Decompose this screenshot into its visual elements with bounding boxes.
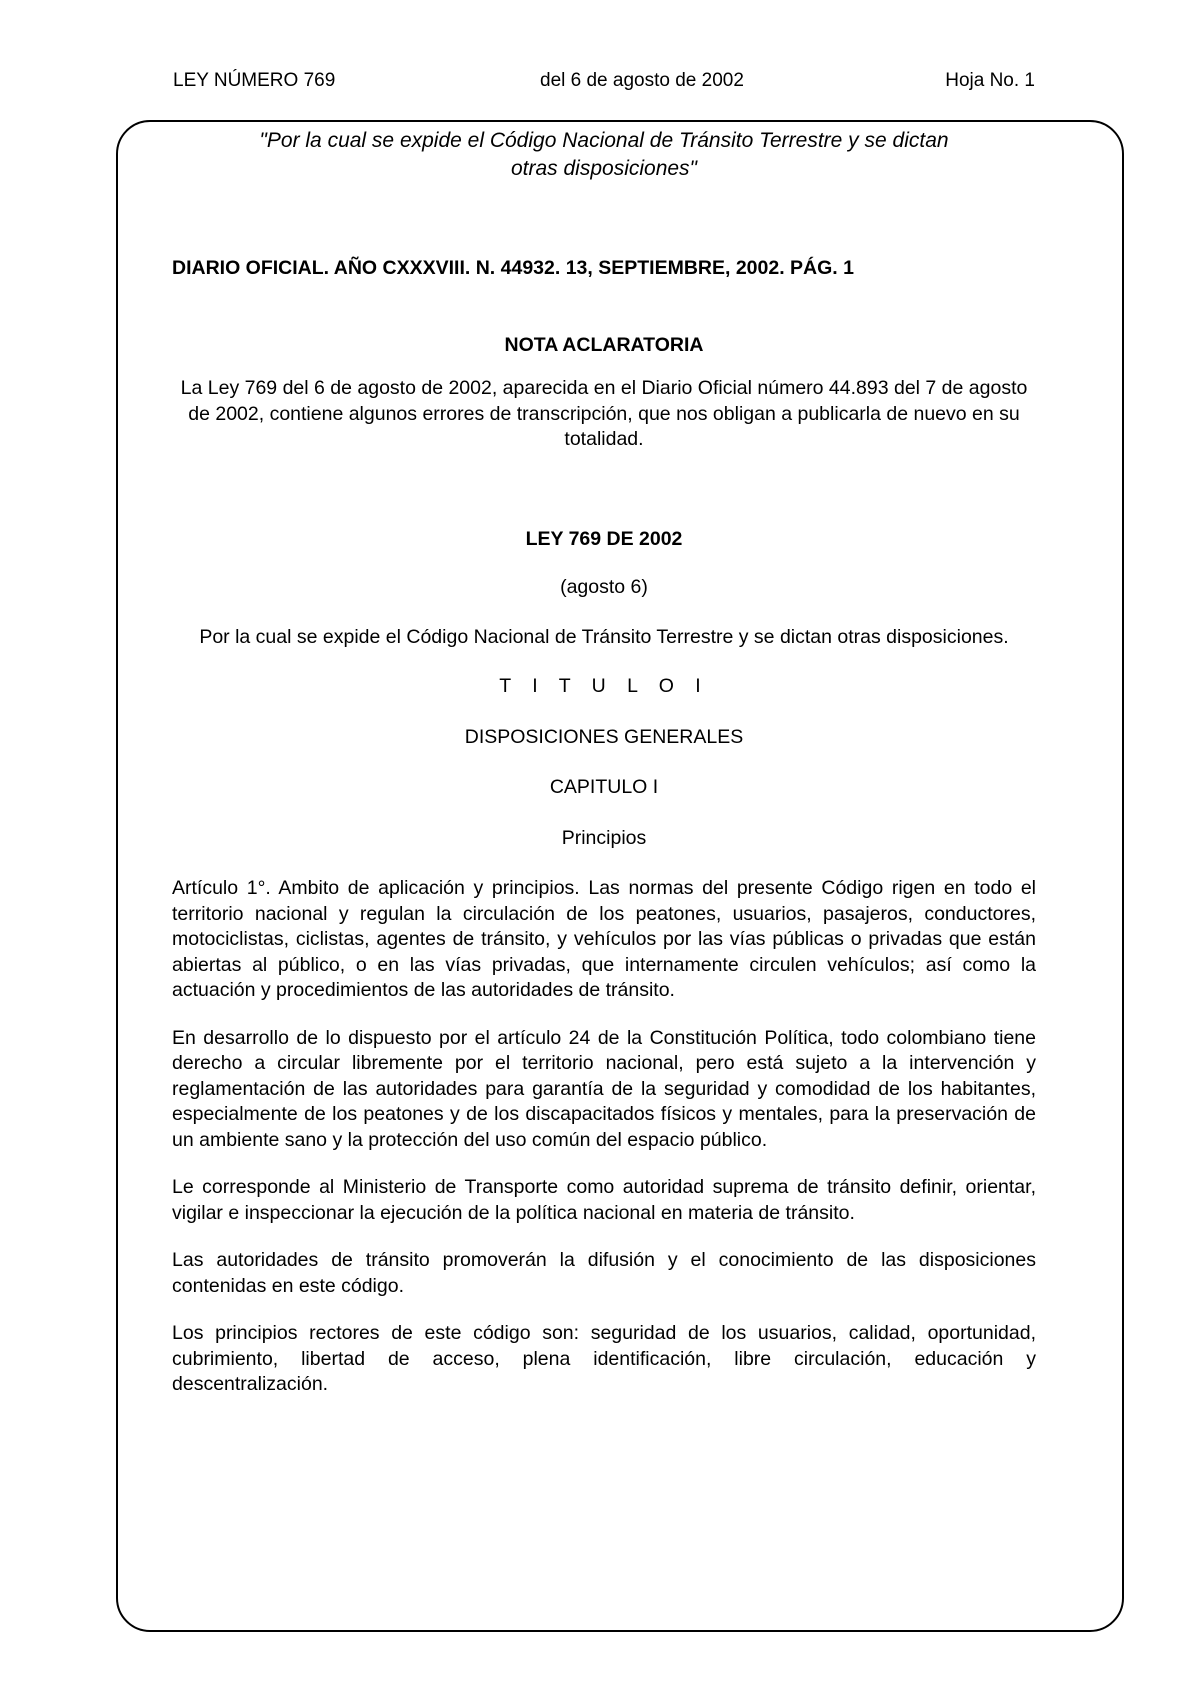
paragraph-ministerio: Le corresponde al Ministerio de Transporte como autoridad suprema de tránsito definir, orientar, vigilar e inspeccionar la ejecución de la política nacional en materia de tránsito. <box>172 1176 1036 1224</box>
nota-aclaratoria-heading: NOTA ACLARATORIA <box>504 333 704 356</box>
sheet-number: Hoja No. 1 <box>945 70 1035 91</box>
diario-oficial-reference: DIARIO OFICIAL. AÑO CXXXVIII. N. 44932. 13, SEPTIEMBRE, 2002. PÁG. 1 <box>172 257 854 279</box>
paragraph-principios-rectores: Los principios rectores de este código son: seguridad de los usuarios, calidad, oportunidad, cubrimiento, libertad de acceso, plena identificación, libre circulación, educación y descentralización. <box>172 1322 1036 1395</box>
paragraph-autoridades: Las autoridades de tránsito promoverán la difusión y el conocimiento de las disposiciones contenidas en este código. <box>172 1249 1036 1297</box>
law-heading: LEY 769 DE 2002 <box>525 527 683 550</box>
law-date: del 6 de agosto de 2002 <box>540 70 744 91</box>
nota-aclaratoria-body: La Ley 769 del 6 de agosto de 2002, aparecida en el Diario Oficial número 44.893 del 7 de agosto de 2002, contiene algunos errores de transcripción, que nos obligan a publicarla de nuevo en su totalidad. <box>180 377 1028 450</box>
disposiciones-heading: DISPOSICIONES GENERALES <box>464 725 744 748</box>
principios-heading: Principios <box>561 826 647 849</box>
law-number: LEY NÚMERO 769 <box>173 70 336 91</box>
title-quote-line-1: "Por la cual se expide el Código Nacional de Tránsito Terrestre y se dictan <box>259 129 949 152</box>
paragraph-articulo-1: Artículo 1°. Ambito de aplicación y principios. Las normas del presente Código rigen en todo el territorio nacional y regulan la circulación de los peatones, usuarios, pasajeros, conductores, motociclistas, ciclistas, agentes de tránsito, y vehículos por las vías públicas o privadas que están abiertas al público, o en las vías privadas, que internamente circulen vehículos; así como la actuación y procedimientos de las autoridades de tránsito. <box>172 877 1036 1001</box>
title-quote-line-2: otras disposiciones" <box>510 157 698 180</box>
titulo-heading: T I T U L O I <box>499 675 709 697</box>
paragraph-desarrollo: En desarrollo de lo dispuesto por el artículo 24 de la Constitución Política, todo colombiano tiene derecho a circular libremente por el territorio nacional, pero está sujeto a la intervención y reglamentación de las autoridades para garantía de la seguridad y comodidad de los habitantes, especialmente de los peatones y de los discapacitados físicos y mentales, para la preservación de un ambiente sano y la protección del uso común del espacio público. <box>172 1026 1036 1151</box>
law-date-line: (agosto 6) <box>560 576 648 598</box>
document-body <box>172 127 1036 1398</box>
capitulo-heading: CAPITULO I <box>549 776 659 798</box>
law-description: Por la cual se expide el Código Nacional de Tránsito Terrestre y se dictan otras disposiciones. <box>199 625 1009 648</box>
page-header <box>0 70 1200 100</box>
